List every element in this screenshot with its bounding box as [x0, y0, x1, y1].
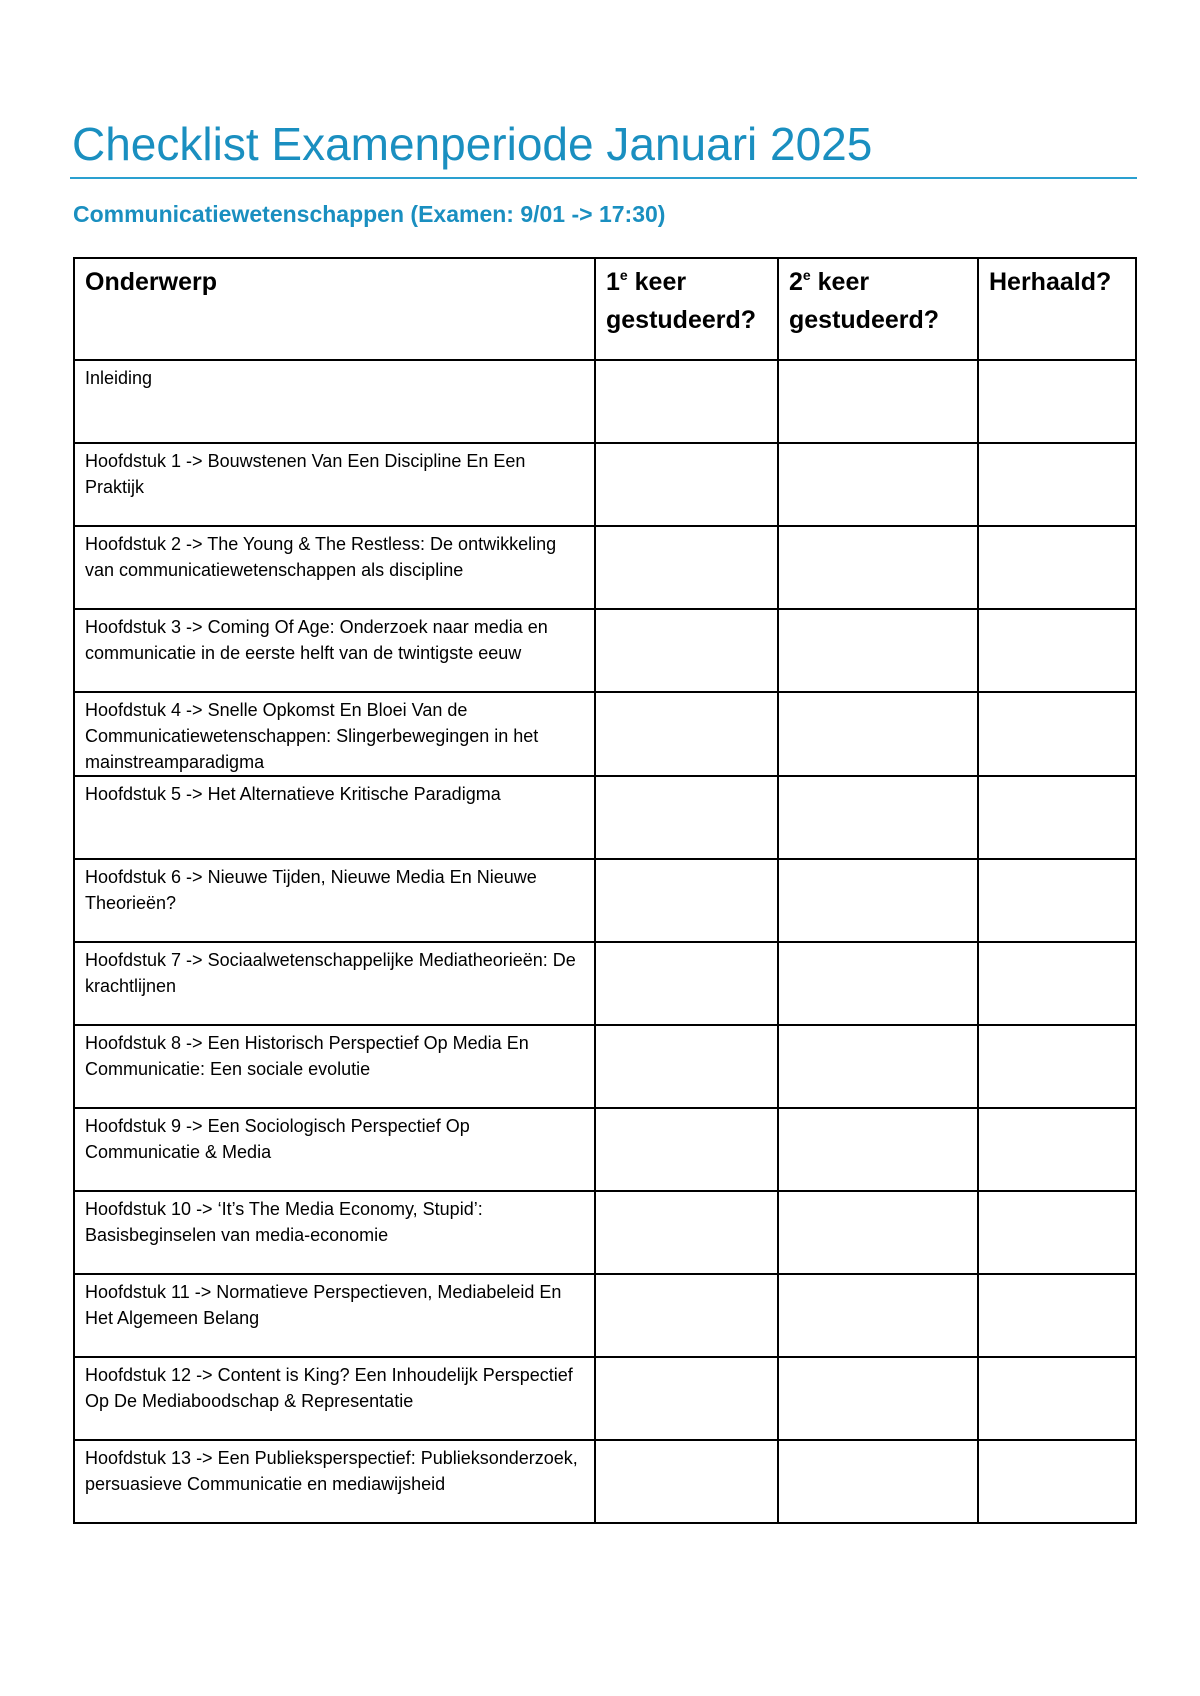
first-studied-cell[interactable]: [595, 1191, 778, 1274]
second-studied-cell[interactable]: [778, 360, 978, 443]
topic-cell: Hoofdstuk 5 -> Het Alternatieve Kritische Paradigma: [74, 776, 595, 859]
repeated-cell[interactable]: [978, 942, 1136, 1025]
table-row: [74, 1274, 1136, 1357]
topic-cell: Hoofdstuk 10 -> ‘It’s The Media Economy, Stupid’: Basisbeginselen van media-economie: [74, 1191, 595, 1274]
repeated-cell[interactable]: [978, 1191, 1136, 1274]
second-studied-cell[interactable]: [778, 1274, 978, 1357]
topic-cell: Hoofdstuk 12 -> Content is King? Een Inhoudelijk Perspectief Op De Mediaboodschap & Representatie: [74, 1357, 595, 1440]
table-row: [74, 942, 1136, 1025]
second-studied-cell[interactable]: [778, 1025, 978, 1108]
topic-cell: Hoofdstuk 1 -> Bouwstenen Van Een Discipline En Een Praktijk: [74, 443, 595, 526]
topic-cell: Hoofdstuk 13 -> Een Publieksperspectief: Publieksonderzoek, persuasieve Communicatie en mediawijsheid: [74, 1440, 595, 1523]
checklist-table: [73, 257, 1137, 1524]
topic-cell: Hoofdstuk 11 -> Normatieve Perspectieven, Mediabeleid En Het Algemeen Belang: [74, 1274, 595, 1357]
second-studied-cell[interactable]: [778, 1108, 978, 1191]
table-row: [74, 443, 1136, 526]
header-first-studied: 1e keer gestudeerd?: [595, 258, 778, 360]
first-studied-cell[interactable]: [595, 1274, 778, 1357]
first-studied-cell[interactable]: [595, 1440, 778, 1523]
second-studied-cell[interactable]: [778, 776, 978, 859]
first-studied-cell[interactable]: [595, 526, 778, 609]
table-row: [74, 360, 1136, 443]
topic-cell: Hoofdstuk 8 -> Een Historisch Perspectief Op Media En Communicatie: Een sociale evolutie: [74, 1025, 595, 1108]
header-topic-label: Onderwerp: [85, 268, 217, 296]
header-repeated: [978, 258, 1136, 360]
repeated-cell[interactable]: [978, 692, 1136, 776]
table-row: [74, 859, 1136, 942]
first-studied-cell[interactable]: [595, 443, 778, 526]
topic-cell: Hoofdstuk 6 -> Nieuwe Tijden, Nieuwe Media En Nieuwe Theorieën?: [74, 859, 595, 942]
first-studied-cell[interactable]: [595, 692, 778, 776]
second-studied-cell[interactable]: [778, 609, 978, 692]
repeated-cell[interactable]: [978, 1357, 1136, 1440]
repeated-cell[interactable]: [978, 776, 1136, 859]
table-row: [74, 1440, 1136, 1523]
repeated-cell[interactable]: [978, 1108, 1136, 1191]
topic-cell: Hoofdstuk 2 -> The Young & The Restless: De ontwikkeling van communicatiewetenschappen als discipline: [74, 526, 595, 609]
first-studied-cell[interactable]: [595, 1357, 778, 1440]
topic-cell: Hoofdstuk 7 -> Sociaalwetenschappelijke Mediatheorieën: De krachtlijnen: [74, 942, 595, 1025]
table-row: [74, 1108, 1136, 1191]
repeated-cell[interactable]: [978, 1025, 1136, 1108]
first-studied-cell[interactable]: [595, 1108, 778, 1191]
repeated-cell[interactable]: [978, 526, 1136, 609]
table-row: [74, 1025, 1136, 1108]
second-studied-cell[interactable]: [778, 526, 978, 609]
second-studied-cell[interactable]: [778, 1357, 978, 1440]
repeated-cell[interactable]: [978, 1440, 1136, 1523]
repeated-cell[interactable]: [978, 859, 1136, 942]
second-studied-cell[interactable]: [778, 692, 978, 776]
second-studied-cell[interactable]: [778, 942, 978, 1025]
second-studied-cell[interactable]: [778, 1191, 978, 1274]
repeated-cell[interactable]: [978, 443, 1136, 526]
topic-cell: Hoofdstuk 9 -> Een Sociologisch Perspectief Op Communicatie & Media: [74, 1108, 595, 1191]
topic-cell: Hoofdstuk 3 -> Coming Of Age: Onderzoek naar media en communicatie in de eerste helft van de twintigste eeuw: [74, 609, 595, 692]
topic-cell: Hoofdstuk 4 -> Snelle Opkomst En Bloei Van de Communicatiewetenschappen: Slingerbewegingen in het mainstreamparadigma: [74, 692, 595, 776]
title-underline: [70, 177, 1137, 179]
table-row: [74, 692, 1136, 776]
table-row: [74, 1191, 1136, 1274]
table-row: [74, 776, 1136, 859]
header-row: [74, 258, 1136, 360]
repeated-cell[interactable]: [978, 1274, 1136, 1357]
header-second-studied: 2e keer gestudeerd?: [778, 258, 978, 360]
document-title: Checklist Examenperiode Januari 2025: [72, 118, 873, 170]
second-studied-cell[interactable]: [778, 443, 978, 526]
header-repeated-label: Herhaald?: [989, 268, 1112, 296]
document-subtitle: Communicatiewetenschappen (Examen: 9/01 -> 17:30): [73, 201, 666, 227]
table-row: [74, 609, 1136, 692]
topic-cell: Inleiding: [74, 360, 595, 443]
first-studied-cell[interactable]: [595, 776, 778, 859]
first-studied-cell[interactable]: [595, 609, 778, 692]
table-row: [74, 1357, 1136, 1440]
first-studied-cell[interactable]: [595, 942, 778, 1025]
header-topic: [74, 258, 595, 360]
repeated-cell[interactable]: [978, 360, 1136, 443]
table-row: [74, 526, 1136, 609]
first-studied-cell[interactable]: [595, 1025, 778, 1108]
second-studied-cell[interactable]: [778, 859, 978, 942]
first-studied-cell[interactable]: [595, 360, 778, 443]
second-studied-cell[interactable]: [778, 1440, 978, 1523]
first-studied-cell[interactable]: [595, 859, 778, 942]
repeated-cell[interactable]: [978, 609, 1136, 692]
